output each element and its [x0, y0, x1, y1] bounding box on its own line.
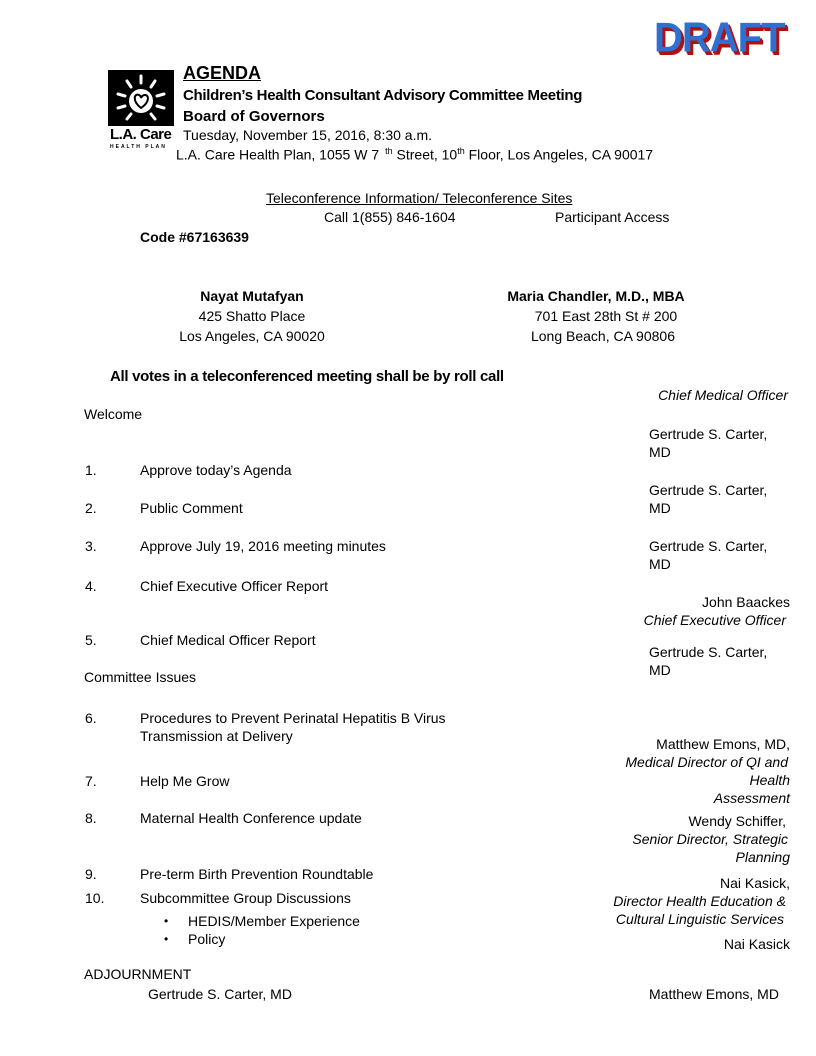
- presenter-name: Gertrude S. Carter,: [649, 426, 768, 442]
- adjournment-heading: ADJOURNMENT: [84, 966, 192, 982]
- presenter-name: Matthew Emons, MD,: [656, 736, 790, 752]
- item-number: 8.: [85, 810, 97, 826]
- presenter-name: Nai Kasick: [723, 936, 790, 952]
- site-2-name: Maria Chandler, M.D., MBA: [507, 288, 685, 304]
- agenda-item: Pre-term Birth Prevention Roundtable: [140, 866, 374, 882]
- agenda-item: Maternal Health Conference update: [140, 810, 362, 826]
- agenda-item: Subcommittee Group Discussions: [140, 890, 351, 906]
- item-number: 7.: [85, 773, 97, 789]
- site-1-name: Nayat Mutafyan: [200, 288, 304, 304]
- address-sup-2: th: [457, 146, 465, 156]
- presenter-title: Chief Executive Officer: [643, 612, 786, 628]
- presenter-name: Gertrude S. Carter,: [649, 644, 768, 660]
- agenda-item: Procedures to Prevent Perinatal Hepatitis B Virus: [140, 710, 446, 726]
- board-name: Board of Governors: [183, 108, 325, 125]
- logo-emblem-icon: [108, 70, 174, 126]
- item-number: 10.: [85, 890, 105, 906]
- meeting-address: [176, 146, 653, 163]
- presenter-name: Wendy Schiffer,: [688, 813, 786, 829]
- item-number: 2.: [85, 500, 97, 516]
- presenter-name: John Baackes: [702, 594, 790, 610]
- participant-access: Participant Access: [555, 209, 670, 225]
- agenda-item: Help Me Grow: [140, 773, 230, 789]
- site-1-street: 425 Shatto Place: [198, 308, 306, 324]
- item-number: 9.: [85, 866, 97, 882]
- footer-left-name: Gertrude S. Carter, MD: [148, 986, 292, 1002]
- la-care-logo: [108, 70, 174, 152]
- presenter-title: Assessment: [713, 790, 790, 806]
- agenda-item: Approve today’s Agenda: [140, 462, 292, 478]
- meeting-name: Children’s Health Consultant Advisory Committee Meeting: [183, 87, 583, 104]
- draft-watermark: DRAFT: [654, 14, 785, 62]
- roll-call-notice: All votes in a teleconferenced meeting shall be by roll call: [110, 368, 504, 385]
- bullet-icon: •: [164, 914, 169, 928]
- logo-name: L.A. Care: [110, 126, 172, 143]
- teleconference-heading: Teleconference Information/ Teleconference Sites: [266, 190, 573, 206]
- bullet-icon: •: [164, 932, 169, 946]
- agenda-item-continued: Transmission at Delivery: [140, 728, 293, 744]
- presenter-title: Director Health Education &: [613, 893, 786, 909]
- site-2-street: 701 East 28th St # 200: [534, 308, 678, 324]
- presenter-name: Nai Kasick,: [719, 875, 790, 891]
- address-sup-1: th: [385, 146, 393, 156]
- address-part-3: Floor, Los Angeles, CA 90017: [464, 146, 654, 163]
- logo-subtitle: HEALTH PLAN: [110, 144, 167, 150]
- item-number: 1.: [85, 462, 97, 478]
- agenda-title: AGENDA: [183, 63, 262, 83]
- presenter-title: Senior Director, Strategic: [632, 831, 788, 847]
- presenter-name-cont: MD: [649, 500, 671, 516]
- item-number: 5.: [85, 632, 97, 648]
- presenter-name: Gertrude S. Carter,: [649, 538, 768, 554]
- sub-item: HEDIS/Member Experience: [188, 913, 360, 929]
- presenter-title: Planning: [735, 849, 790, 865]
- presenter-name-cont: MD: [649, 662, 671, 678]
- item-number: 3.: [85, 538, 97, 554]
- presenter-name: Gertrude S. Carter,: [649, 482, 768, 498]
- agenda-item: Chief Medical Officer Report: [140, 632, 316, 648]
- address-part-2: Street, 10: [392, 146, 458, 163]
- item-number: 6.: [85, 710, 97, 726]
- site-1-city: Los Angeles, CA 90020: [179, 328, 325, 344]
- footer-right-name: Matthew Emons, MD: [649, 986, 779, 1002]
- presenter-title: Health: [749, 772, 790, 788]
- agenda-item: Chief Executive Officer Report: [140, 578, 329, 594]
- call-number: Call 1(855) 846-1604: [324, 209, 456, 225]
- presenter-title: Cultural Linguistic Services: [615, 911, 784, 927]
- presenter-name-cont: MD: [649, 444, 671, 460]
- site-2-city: Long Beach, CA 90806: [530, 328, 675, 344]
- address-part-1: L.A. Care Health Plan, 1055 W 7: [176, 146, 380, 163]
- sub-item: Policy: [188, 931, 226, 947]
- committee-issues-heading: Committee Issues: [84, 669, 197, 685]
- presenter-name-cont: MD: [649, 556, 671, 572]
- meeting-date: Tuesday, November 15, 2016, 8:30 a.m.: [183, 127, 433, 143]
- presenter-title: Medical Director of QI and: [625, 754, 788, 770]
- agenda-item: Approve July 19, 2016 meeting minutes: [140, 538, 386, 554]
- agenda-item: Public Comment: [140, 500, 243, 516]
- access-code: Code #67163639: [140, 229, 249, 245]
- welcome-heading: Welcome: [84, 406, 143, 422]
- cmo-title: Chief Medical Officer: [658, 387, 788, 403]
- item-number: 4.: [85, 578, 97, 594]
